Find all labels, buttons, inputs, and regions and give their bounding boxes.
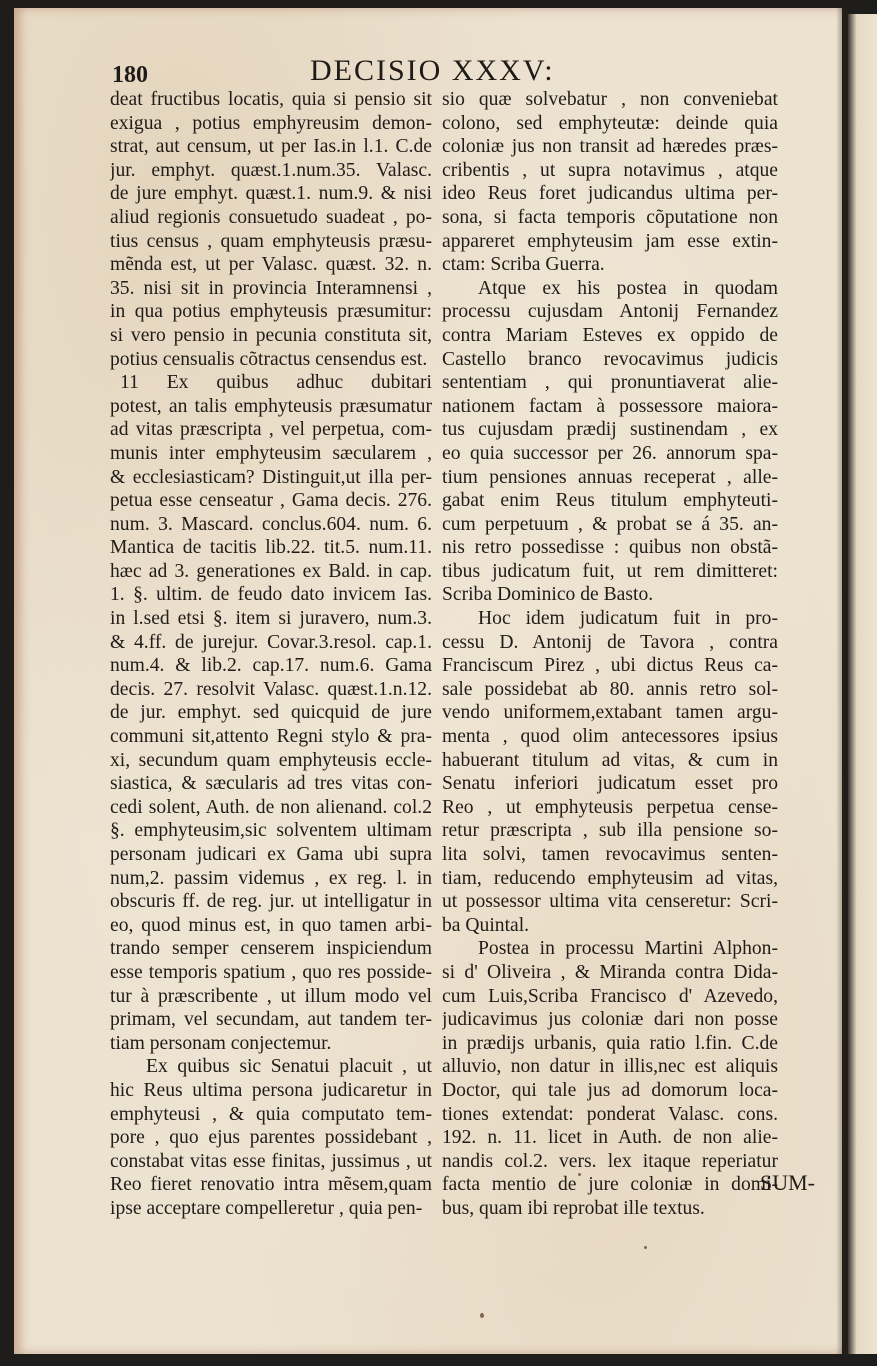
text-line: Reo , ut emphyteusis perpetua cense- [442,796,778,818]
text-line: num. 3. Mascard. conclus.604. num. 6. [110,513,432,535]
left-column [110,88,432,1221]
text-line: contra Mariam Esteves ex oppido de [442,324,778,346]
text-line: processu cujusdam Antonij Fernandez [442,301,778,323]
text-line: ut possessor ultima vita censeretur: Scri- [442,891,778,913]
text-line: Hoc idem judicatum fuit in pro- [478,608,778,630]
facing-page-edge [848,14,877,1354]
text-line: in l.sed etsi §. item si juravero, num.3. [110,608,432,630]
text-line: tur à præscribente , ut illum modo vel [110,985,432,1007]
text-line: gabat enim Reus titulum emphyteuti- [442,490,778,512]
text-line: appareret emphyteusim jam esse extin- [442,230,778,252]
text-line: & ecclesiasticam? Distinguit,ut illa per- [110,466,432,488]
text-line: emphyteusi , & quia computato tem- [110,1103,432,1125]
text-line: ideo Reus foret judicandus ultima per- [442,183,778,205]
text-line: Franciscum Pirez , ubi dictus Reus ca- [442,655,778,677]
text-line: xi, secundum quam emphyteusis eccle- [110,749,432,771]
text-line: de jure emphyt. quæst.1. num.9. & nisi [110,183,432,205]
text-line: obscuris ff. de reg. jur. ut intelligatur in [110,891,432,913]
text-line: vendo uniformem,extabant tamen argu- [442,702,778,724]
text-line: trando semper censerem inspiciendum [110,938,432,960]
text-line: in prædijs urbanis, quia ratio l.fin. C.de [442,1032,778,1054]
text-line: sio quæ solvebatur , non conveniebat [442,89,778,110]
text-line: Ex quibus sic Senatui placuit , ut [146,1056,432,1078]
text-line: judicavimus jus coloniæ dari non posse [442,1009,778,1031]
text-line: cribentis , ut supra notavimus , atque [442,159,778,181]
text-line: tiones extendat: ponderat Valasc. cons. [442,1103,778,1125]
text-line: deat fructibus locatis, quia si pensio sit [110,89,432,110]
text-line: lita solvi, tamen revocavimus senten- [442,844,778,865]
text-line: mẽnda est, ut per Valasc. quæst. 32. n. [110,254,432,276]
text-line: decis. 27. resolvit Valasc. quæst.1.n.12. [110,678,432,700]
text-line: Doctor, qui tale jus ad domorum loca- [442,1079,778,1101]
text-line: si d' Oliveira , & Miranda contra Dida- [442,961,778,983]
text-line: 192. n. 11. licet in Auth. de non alie- [442,1127,778,1149]
text-line: petua esse censeatur , Gama decis. 276. [110,490,432,512]
text-line: tium pensiones annuas receperat , alle- [442,466,778,488]
text-line: coloniæ jus non transit ad hæredes præs- [442,136,778,158]
text-line: hæc ad 3. generationes ex Bald. in cap. [110,560,432,582]
text-line: constabat vitas esse finitas, jussimus , ut [110,1150,432,1172]
text-line: Atque ex his postea in quodam [478,277,778,299]
text-line: si vero pensio in pecunia constituta sit, [110,324,432,346]
text-line: & 4.ff. de jurejur. Covar.3.resol. cap.1. [110,631,432,653]
text-line: pore , quo ejus parentes possidebant , [110,1127,432,1149]
text-line: tibus judicatum fuit, ut rem dimitteret: [442,560,778,582]
text-line: sale possidebat ab 80. annis retro sol- [442,678,778,700]
text-line: nis retro possedisse : quibus non obstã- [442,537,778,559]
text-line: exigua , potius emphyreusim demon- [110,112,432,134]
text-line: esse temporis spatium , quo res posside- [110,961,432,983]
text-line: cum Luis,Scriba Francisco d' Azevedo, [442,985,778,1007]
paper-spot [480,1313,484,1318]
text-line: tiam, reducendo emphyteusim ad vitas, [442,867,778,889]
text-line: Scriba Dominico de Basto. [442,584,654,606]
text-line: Castello branco revocavimus judicis [442,348,778,370]
paper-spot [644,1246,647,1249]
text-line: 11 Ex quibus adhuc dubitari [120,372,432,394]
text-line: menta , quod olim antecessores ipsius [442,726,778,748]
text-line: eo quia successor per 26. annorum spa- [442,442,778,464]
text-line: ba Quintal. [442,914,530,936]
catchword: SUM- [759,1170,815,1195]
text-line: ad vitas præscripta , vel perpetua, com- [110,419,432,441]
text-line: cedi solent, Auth. de non alienand. col.2 [110,796,432,818]
text-line: aliud regionis consuetudo suadeat , po- [110,206,432,228]
text-line: eo, quod minus est, in quo tamen arbi- [110,914,432,936]
text-line: Postea in processu Martini Alphon- [478,938,778,960]
text-line: sona, si facta temporis cõputatione non [442,206,778,228]
text-line: sententiam , qui pronuntiaverat alie- [442,372,778,394]
text-line: de jur. emphyt. sed quicquid de jure [110,702,432,724]
text-line: §. emphyteusim,sic solventem ultimam [110,820,432,842]
text-line: potius censualis cõtractus censendus est. [110,348,428,370]
text-line: 35. nisi sit in provincia Interamnensi , [110,277,432,299]
running-title: DECISIO XXXV: [310,54,555,87]
text-line: facta mentio de jure coloniæ in domi- [442,1174,778,1196]
text-line: colono, sed emphyteutæ: deinde quia [442,112,778,134]
text-line: tius census , quam emphyteusis præsu- [110,230,432,252]
text-line: retur præscripta , sub illa pensione so- [442,820,778,842]
page-number: 180 [112,62,148,88]
text-line: Reo fieret renovatio intra mẽsem,quam [110,1174,432,1196]
text-line: tiam personam conjectemur. [110,1032,332,1054]
page-header [112,52,782,92]
text-line: bus, quam ibi reprobat ille textus. [442,1197,705,1219]
text-line: communi sit,attento Regni stylo & pra- [110,726,432,748]
text-line: personam judicari ex Gama ubi supra [110,844,432,865]
text-line: Mantica de tacitis lib.22. tit.5. num.11. [110,537,432,559]
text-line: ipse acceptare compelleretur , quia pen- [110,1197,423,1219]
text-line: potest, an talis emphyteusis præsumatur [110,395,432,417]
right-column [442,88,778,1221]
text-line: jur. emphyt. quæst.1.num.35. Valasc. [110,159,432,181]
gutter-shadow [836,8,848,1354]
text-line: Senatu inferiori judicatum esset pro [442,773,778,795]
text-line: cessu D. Antonij de Tavora , contra [442,631,778,653]
text-line: nationem factam à possessore maiora- [442,395,778,417]
text-line: primam, vel secundam, aut tandem ter- [110,1009,432,1031]
text-line: nandis col.2. vers. lex itaque reperiatur [442,1150,778,1172]
text-line: tus cujusdam prædij sustinendam , ex [442,419,778,441]
text-line: 1. §. ultim. de feudo dato invicem Ias. [110,584,432,606]
text-line: habuerant titulum ad vitas, & cum in [442,749,778,771]
text-line: strat, aut censum, ut per Ias.in l.1. C.de [110,136,432,158]
text-line: ctam: Scriba Guerra. [442,254,605,276]
text-line: munis inter emphyteusim sæcularem , [110,442,432,464]
text-line: num,2. passim videmus , ex reg. l. in [110,867,432,889]
text-line: hic Reus ultima persona judicaretur in [110,1079,432,1101]
text-line: cum perpetuum , & probat se á 35. an- [442,513,778,535]
text-line: siastica, & sæcularis ad tres vitas con- [110,773,432,795]
text-line: in qua potius emphyteusis præsumitur: [110,301,432,323]
text-line: alluvio, non datur in illis,nec est aliquis [442,1056,778,1078]
text-line: num.4. & lib.2. cap.17. num.6. Gama [110,655,432,677]
